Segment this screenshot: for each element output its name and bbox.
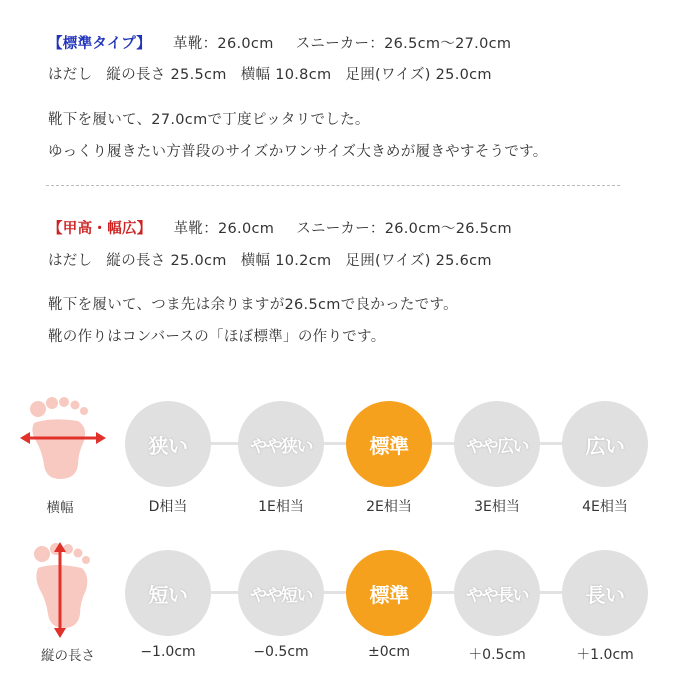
- section2-barefoot: はだし: [48, 253, 93, 269]
- width-scale-caption-3: 3E相当: [474, 499, 520, 515]
- length-scale-option-0: 短い: [125, 550, 211, 636]
- section2-line2: [48, 249, 492, 270]
- section2-width: 横幅 10.2cm: [240, 253, 332, 269]
- section2-tag: 【甲高・幅広】: [48, 221, 152, 237]
- section1-tag: 【標準タイプ】: [48, 36, 152, 52]
- section1-dress-shoe: 革靴：26.0cm: [173, 36, 274, 52]
- width-scale-option-4: 広い: [562, 401, 648, 487]
- section1-line1: [48, 32, 511, 53]
- section-divider: [46, 185, 620, 186]
- length-scale-caption-1: −0.5cm: [253, 644, 309, 660]
- length-scale-option-2: 標準: [346, 550, 432, 636]
- width-scale-option-2: 標準: [346, 401, 432, 487]
- width-scale-caption-0: D相当: [148, 499, 188, 515]
- section1-line2: [48, 63, 492, 84]
- length-scale-caption-4: ＋1.0cm: [576, 647, 634, 663]
- section2-line1: [48, 217, 512, 238]
- foot-width-icon: [20, 393, 110, 483]
- width-scale-label: 横幅: [46, 500, 74, 516]
- section2-length: 縦の長さ 25.0cm: [106, 253, 227, 269]
- section1-length: 縦の長さ 25.5cm: [106, 67, 227, 83]
- length-scale-label: 縦の長さ: [41, 648, 95, 664]
- length-scale-option-3: やや長い: [454, 550, 540, 636]
- width-scale-caption-1: 1E相当: [258, 499, 304, 515]
- section1-comment2: ゆっくり履きたい方普段のサイズかワンサイズ大きめが履きやすそうです。: [48, 144, 548, 160]
- section2-sneaker: スニーカー：26.0cm〜26.5cm: [296, 221, 512, 237]
- section1-girth: 足囲(ワイズ) 25.0cm: [345, 67, 492, 83]
- section2-dress-shoe: 革靴：26.0cm: [173, 221, 275, 237]
- width-scale-option-0: 狭い: [125, 401, 211, 487]
- section1-sneaker: スニーカー：26.5cm〜27.0cm: [295, 36, 512, 52]
- length-scale-caption-2: ±0cm: [368, 644, 410, 660]
- length-scale-caption-3: ＋0.5cm: [468, 647, 526, 663]
- section2-comment2: 靴の作りはコンバースの「ほぼ標準」の作りです。: [48, 329, 386, 345]
- width-scale-option-3: やや広い: [454, 401, 540, 487]
- section1-width: 横幅 10.8cm: [240, 67, 332, 83]
- section1-comment1: 靴下を履いて、27.0cmで丁度ピッタリでした。: [48, 112, 370, 128]
- section2-girth: 足囲(ワイズ) 25.6cm: [345, 253, 492, 269]
- section2-comment1: 靴下を履いて、つま先は余りますが26.5cmで良かったです。: [48, 297, 458, 313]
- length-scale-option-4: 長い: [562, 550, 648, 636]
- width-scale-caption-4: 4E相当: [582, 499, 628, 515]
- width-scale-caption-2: 2E相当: [366, 499, 412, 515]
- foot-length-icon: [20, 540, 110, 640]
- width-scale-option-1: やや狭い: [238, 401, 324, 487]
- length-scale-caption-0: −1.0cm: [140, 644, 196, 660]
- length-scale-option-1: やや短い: [238, 550, 324, 636]
- section1-barefoot: はだし: [48, 67, 93, 83]
